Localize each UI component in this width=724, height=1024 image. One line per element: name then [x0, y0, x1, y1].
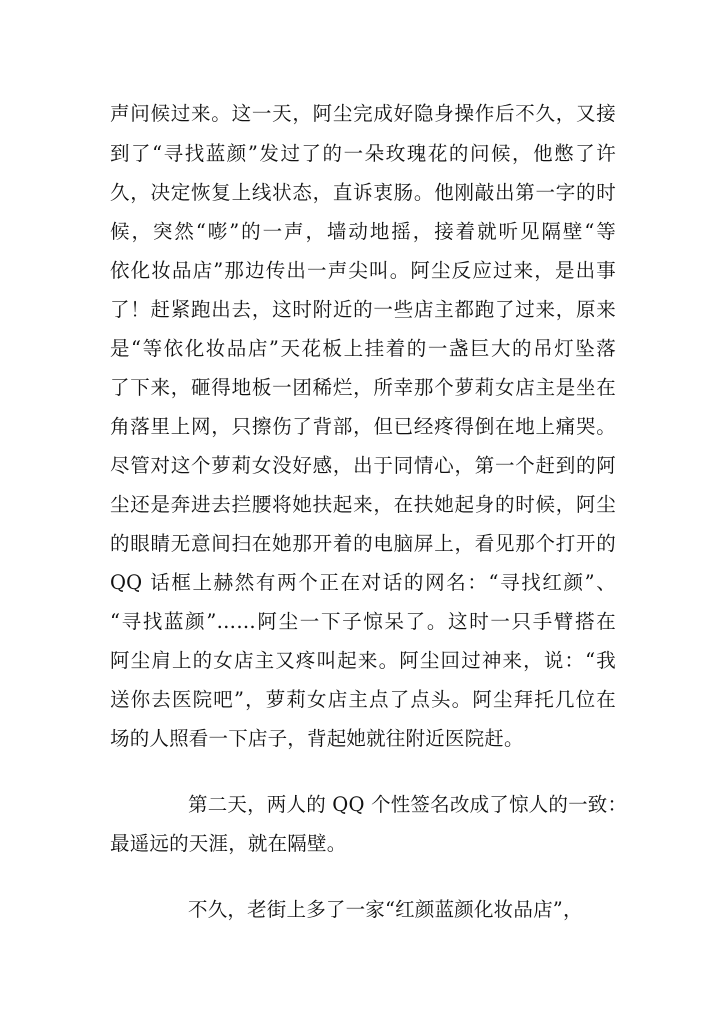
- text-line: 场的人照看一下店子，背起她就往附近医院赶。: [110, 727, 524, 750]
- text-line: 是“等依化妆品店”天花板上挂着的一盏巨大的吊灯坠落: [110, 337, 616, 360]
- text-line: 尘还是奔进去拦腰将她扶起来，在扶她起身的时候，阿尘: [110, 493, 616, 516]
- text-line: 候，突然“嘭”的一声，墙动地摇，接着就听见隔壁“等: [110, 220, 616, 243]
- text-line: 声问候过来。这一天，阿尘完成好隐身操作后不久，又接: [110, 102, 616, 125]
- text-line: “寻找蓝颜”……阿尘一下子惊呆了。这时一只手臂搭在: [110, 610, 616, 633]
- text-line: 了下来，砸得地板一团稀烂，所幸那个萝莉女店主是坐在: [110, 376, 616, 399]
- text-line: 尽管对这个萝莉女没好感，出于同情心，第一个赶到的阿: [110, 454, 616, 477]
- text-line: 了！赶紧跑出去，这时附近的一些店主都跑了过来，原来: [110, 298, 616, 321]
- text-line: 久，决定恢复上线状态，直诉衷肠。他刚敲出第一字的时: [110, 181, 616, 204]
- text-line: 角落里上网，只擦伤了背部，但已经疼得倒在地上痛哭。: [110, 415, 616, 438]
- text-line: 第二天，两人的 QQ 个性签名改成了惊人的一致：: [188, 793, 628, 816]
- text-line: 阿尘肩上的女店主又疼叫起来。阿尘回过神来，说：“我: [110, 649, 616, 672]
- text-line: 不久，老街上多了一家“红颜蓝颜化妆品店”，: [188, 898, 583, 921]
- text-line: 最遥远的天涯，就在隔壁。: [110, 832, 347, 855]
- text-line: 送你去医院吧”，萝莉女店主点了点头。阿尘拜托几位在: [110, 688, 616, 711]
- text-line: 的眼睛无意间扫在她那开着的电脑屏上，看见那个打开的: [110, 532, 616, 555]
- text-line: 到了“寻找蓝颜”发过了的一朵玫瑰花的问候，他憋了许: [110, 142, 616, 165]
- text-line: 依化妆品店”那边传出一声尖叫。阿尘反应过来，是出事: [110, 259, 616, 282]
- text-line: QQ 话框上赫然有两个正在对话的网名：“寻找红颜”、: [110, 571, 616, 594]
